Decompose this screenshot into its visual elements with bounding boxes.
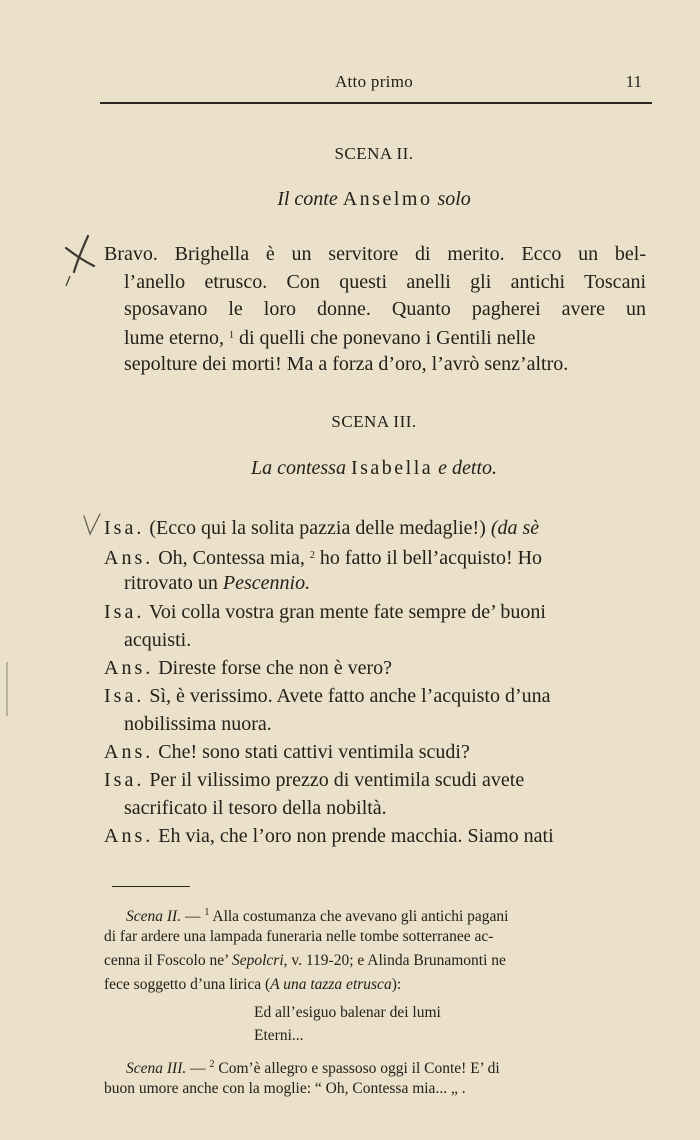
- scene-3-subtitle-suffix: e detto.: [438, 457, 498, 479]
- emperor-name: Pescennio.: [222, 572, 311, 594]
- dialogue-text: Oh, Contessa mia,: [158, 547, 305, 569]
- footnote-2-scene: Scena III.: [126, 1060, 187, 1077]
- dialogue-line-2: [104, 542, 542, 572]
- dialogue-text: Direste forse che non è vero?: [158, 657, 393, 679]
- speaker-ans: Ans.: [104, 825, 154, 847]
- scene-2-line-4-b: di quelli che ponevano i Gentili nelle: [238, 327, 536, 349]
- dialogue-line-7: [104, 682, 551, 710]
- scene-2-line-4-a: lume eterno,: [124, 327, 224, 349]
- footnote-1-text: Alla costumanza che avevano gli antichi pagani: [212, 908, 509, 925]
- dialogue-text: Sì, è verissimo. Avete fatto anche l’acquisto d’una: [149, 685, 551, 707]
- dialogue-text: (Ecco qui la solita pazzia delle medaglie!): [149, 517, 486, 539]
- dialogue-text: Eh via, che l’oro non prende macchia. Siamo nati: [158, 825, 554, 847]
- dialogue-line-4: [104, 598, 546, 626]
- scene-3-character: Isabella: [350, 457, 434, 479]
- footnote-2-mark: 2: [209, 1059, 215, 1070]
- dialogue-text: Voi colla vostra gran mente fate sempre de’ buoni: [148, 601, 546, 623]
- footnote-1-poem: A una tazza etrusca: [270, 976, 392, 993]
- pencil-check-mark-icon: [80, 510, 104, 540]
- margin-bracket-icon: [0, 660, 10, 720]
- running-title: Atto primo: [334, 72, 414, 91]
- scene-2-line-1: Bravo. Brighella è un servitore di merito. Ecco un bel-: [104, 243, 646, 265]
- footnote-1-text: cenna il Foscolo ne’: [104, 952, 229, 969]
- header-rule: [100, 102, 652, 104]
- pencil-x-mark-icon: [60, 232, 104, 292]
- speaker-ans: Ans.: [104, 547, 154, 569]
- footnote-1-text: ):: [391, 976, 402, 993]
- dialogue-text: ritrovato un: [124, 572, 218, 594]
- scene-3-subtitle-prefix: La contessa: [250, 457, 346, 479]
- scene-2-character: Anselmo: [342, 188, 433, 210]
- scene-2-line-5: sepolture dei morti! Ma a forza d’oro, l’avrò senz’altro.: [124, 353, 569, 375]
- footnote-2-line-1: [126, 1054, 500, 1080]
- footnote-1-line-4: [104, 974, 401, 996]
- footnote-1-mark: 1: [204, 907, 210, 918]
- dialogue-text: Che! sono stati cattivi ventimila scudi?: [158, 741, 470, 763]
- scene-3-title: SCENA III.: [331, 412, 417, 431]
- dialogue-line-3: [124, 569, 310, 597]
- footnote-1-verse-2: Eterni...: [254, 1027, 304, 1044]
- footnote-rule: [112, 886, 190, 887]
- page-number: 11: [625, 72, 642, 91]
- speaker-isa: Isa.: [104, 769, 145, 791]
- footnote-1-line-2: di far ardere una lampada funeraria nelle tombe sotterranee ac-: [104, 928, 494, 945]
- footnote-ref-1: 1: [228, 330, 234, 341]
- footnote-2-dash: —: [190, 1060, 206, 1077]
- footnote-1-text: , v. 119-20; e Alinda Brunamonti ne: [283, 952, 506, 969]
- footnote-1-work: Sepolcri: [231, 952, 284, 969]
- dialogue-line-11: sacrificato il tesoro della nobiltà.: [124, 797, 387, 819]
- speaker-isa: Isa.: [104, 601, 145, 623]
- footnote-1-verse-1: Ed all’esiguo balenar dei lumi: [254, 1004, 441, 1021]
- dialogue-text: Per il vilissimo prezzo di ventimila scudi avete: [149, 769, 525, 791]
- speaker-ans: Ans.: [104, 657, 154, 679]
- speaker-ans: Ans.: [104, 741, 154, 763]
- scene-2-subtitle-suffix: solo: [437, 188, 471, 210]
- scene-2-subtitle-prefix: Il conte: [277, 188, 338, 210]
- footnote-ref-2: 2: [309, 550, 315, 561]
- dialogue-line-10: [104, 766, 524, 794]
- footnote-1-text: fece soggetto d’una lirica (: [104, 976, 271, 993]
- scene-2-line-2: l’anello etrusco. Con questi anelli gli antichi Toscani: [124, 271, 646, 293]
- dialogue-line-1: [104, 514, 539, 542]
- dialogue-line-8: nobilissima nuora.: [124, 713, 272, 735]
- dialogue-text: ho fatto il bell’acquisto! Ho: [319, 547, 543, 569]
- footnote-1-dash: —: [184, 908, 201, 925]
- footnote-1-scene: Scena II.: [126, 908, 182, 925]
- scene-2-subtitle: [100, 188, 648, 211]
- scene-2-line-4: [124, 322, 536, 352]
- scene-2-line-3: sposavano le loro donne. Quanto pagherei avere un: [124, 298, 646, 320]
- dialogue-line-5: acquisti.: [124, 629, 192, 651]
- stage-direction: (da sè: [490, 517, 540, 539]
- footnote-2-line-2: buon umore anche con la moglie: “ Oh, Contessa mia... „ .: [104, 1080, 466, 1097]
- footnote-1-line-3: [104, 950, 506, 972]
- speaker-isa: Isa.: [104, 685, 145, 707]
- footnote-2-text: Com’è allegro e spassoso oggi il Conte! E’ di: [218, 1060, 500, 1077]
- footnote-1-line-1: [126, 902, 508, 928]
- dialogue-line-9: [104, 738, 470, 766]
- speaker-isa: Isa.: [104, 517, 145, 539]
- scene-2-title: SCENA II.: [334, 144, 414, 163]
- dialogue-line-6: [104, 654, 392, 682]
- running-head: [100, 72, 648, 96]
- scene-3-subtitle: [100, 457, 648, 480]
- dialogue-line-12: [104, 822, 554, 850]
